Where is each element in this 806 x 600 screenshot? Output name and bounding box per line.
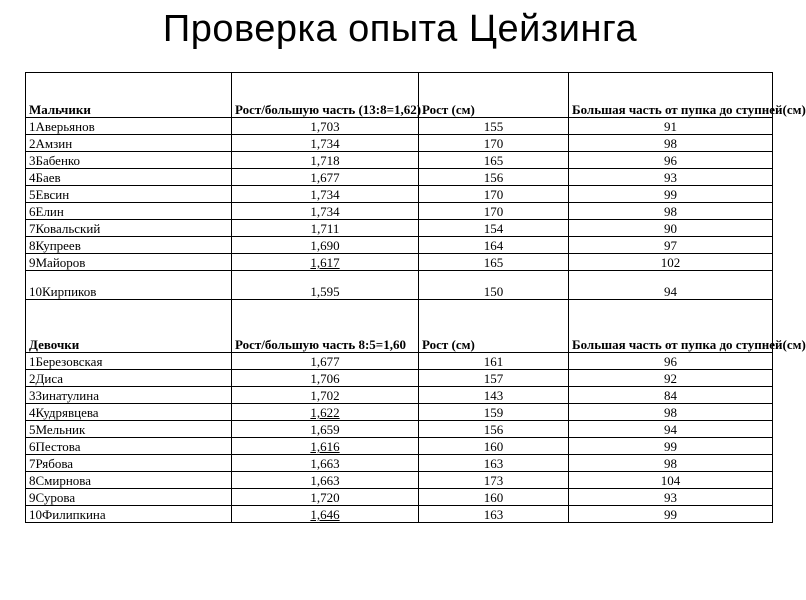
boy-ratio: 1,718 [232, 152, 419, 169]
girl-height: 161 [419, 353, 569, 370]
girl-height: 163 [419, 506, 569, 523]
girl-part: 99 [569, 438, 773, 455]
boy-part: 97 [569, 237, 773, 254]
girl-height: 157 [419, 370, 569, 387]
boy-name: 4Баев [26, 169, 232, 186]
girl-name: 4Кудрявцева [26, 404, 232, 421]
girl-name: 5Мельник [26, 421, 232, 438]
boy-height: 150 [419, 271, 569, 300]
table-row [26, 169, 773, 186]
table-row [26, 237, 773, 254]
boy-name: 8Купреев [26, 237, 232, 254]
girl-height: 163 [419, 455, 569, 472]
girl-ratio: 1,706 [232, 370, 419, 387]
girl-ratio-underlined: 1,622 [310, 405, 340, 420]
boy-height: 165 [419, 254, 569, 271]
boy-ratio: 1,734 [232, 186, 419, 203]
table-row [26, 421, 773, 438]
table-row [26, 353, 773, 370]
girl-name: 2Диса [26, 370, 232, 387]
girl-part: 98 [569, 404, 773, 421]
table-row [26, 186, 773, 203]
boys-header-ratio: Рост/большую часть (13:8=1,62) [232, 73, 419, 118]
boy-ratio: 1,690 [232, 237, 419, 254]
boy-height: 155 [419, 118, 569, 135]
girl-ratio [232, 438, 419, 455]
girl-ratio [232, 404, 419, 421]
boy-part: 96 [569, 152, 773, 169]
boy-ratio: 1,595 [232, 271, 419, 300]
boy-ratio: 1,734 [232, 135, 419, 152]
boy-part: 94 [569, 271, 773, 300]
boy-name: 1Аверьянов [26, 118, 232, 135]
boy-height: 164 [419, 237, 569, 254]
boy-height: 165 [419, 152, 569, 169]
boy-part: 91 [569, 118, 773, 135]
girl-name: 10Филипкина [26, 506, 232, 523]
table-row [26, 506, 773, 523]
girl-part: 92 [569, 370, 773, 387]
boy-height: 156 [419, 169, 569, 186]
girl-ratio: 1,720 [232, 489, 419, 506]
boy-height: 170 [419, 186, 569, 203]
boy-ratio: 1,734 [232, 203, 419, 220]
boys-header-height: Рост (см) [419, 73, 569, 118]
boy-name: 3Бабенко [26, 152, 232, 169]
boy-name: 7Ковальский [26, 220, 232, 237]
table-row [26, 387, 773, 404]
girls-header-height: Рост (см) [419, 300, 569, 353]
girls-header-name: Девочки [26, 300, 232, 353]
girl-part: 98 [569, 455, 773, 472]
table-row [26, 370, 773, 387]
girl-name: 7Рябова [26, 455, 232, 472]
girl-ratio-underlined: 1,616 [310, 439, 340, 454]
girl-ratio: 1,702 [232, 387, 419, 404]
table-row [26, 489, 773, 506]
zeising-table [25, 72, 806, 523]
boy-ratio [232, 254, 419, 271]
girl-height: 159 [419, 404, 569, 421]
boy-part: 93 [569, 169, 773, 186]
boys-header-row [26, 73, 773, 118]
girl-ratio-underlined: 1,646 [310, 507, 340, 522]
girl-part: 99 [569, 506, 773, 523]
boy-part: 98 [569, 203, 773, 220]
girls-header-row [26, 300, 773, 353]
boy-part: 90 [569, 220, 773, 237]
boy-ratio: 1,711 [232, 220, 419, 237]
table-row [26, 472, 773, 489]
table-row [26, 220, 773, 237]
boy-height: 170 [419, 135, 569, 152]
girl-name: 1Березовская [26, 353, 232, 370]
girl-height: 143 [419, 387, 569, 404]
girl-part: 96 [569, 353, 773, 370]
girl-part: 104 [569, 472, 773, 489]
girl-name: 3Зинатулина [26, 387, 232, 404]
girl-part: 93 [569, 489, 773, 506]
boy-name: 9Майоров [26, 254, 232, 271]
boy-ratio: 1,677 [232, 169, 419, 186]
table-row [26, 118, 773, 135]
boy-name: 2Амзин [26, 135, 232, 152]
table-row [26, 438, 773, 455]
boy-ratio-underlined: 1,617 [310, 255, 340, 270]
boy-height: 170 [419, 203, 569, 220]
girls-header-ratio: Рост/большую часть 8:5=1,60 [232, 300, 419, 353]
girl-name: 6Пестова [26, 438, 232, 455]
girl-height: 173 [419, 472, 569, 489]
girls-header-part: Большая часть от пупка до ступней(см) [569, 300, 773, 353]
table-row [26, 152, 773, 169]
boy-height: 154 [419, 220, 569, 237]
girl-ratio: 1,663 [232, 472, 419, 489]
boy-part: 98 [569, 135, 773, 152]
boys-header-part: Большая часть от пупка до ступней(см) [569, 73, 773, 118]
girl-height: 160 [419, 489, 569, 506]
boy-part: 102 [569, 254, 773, 271]
table-row [26, 254, 773, 271]
page-title: Проверка опыта Цейзинга [162, 8, 638, 50]
girl-ratio: 1,663 [232, 455, 419, 472]
boy-name: 5Евсин [26, 186, 232, 203]
girl-name: 9Сурова [26, 489, 232, 506]
table-row [26, 404, 773, 421]
boy-ratio: 1,703 [232, 118, 419, 135]
girl-height: 156 [419, 421, 569, 438]
girl-part: 94 [569, 421, 773, 438]
table-row [26, 203, 773, 220]
girl-name: 8Смирнова [26, 472, 232, 489]
girl-height: 160 [419, 438, 569, 455]
table-row [26, 271, 773, 300]
boys-header-name: Мальчики [26, 73, 232, 118]
girl-ratio: 1,677 [232, 353, 419, 370]
boy-part: 99 [569, 186, 773, 203]
girl-part: 84 [569, 387, 773, 404]
table-row [26, 455, 773, 472]
boy-name: 10Кирпиков [26, 271, 232, 300]
table-row [26, 135, 773, 152]
girl-ratio: 1,659 [232, 421, 419, 438]
boy-name: 6Елин [26, 203, 232, 220]
girl-ratio [232, 506, 419, 523]
